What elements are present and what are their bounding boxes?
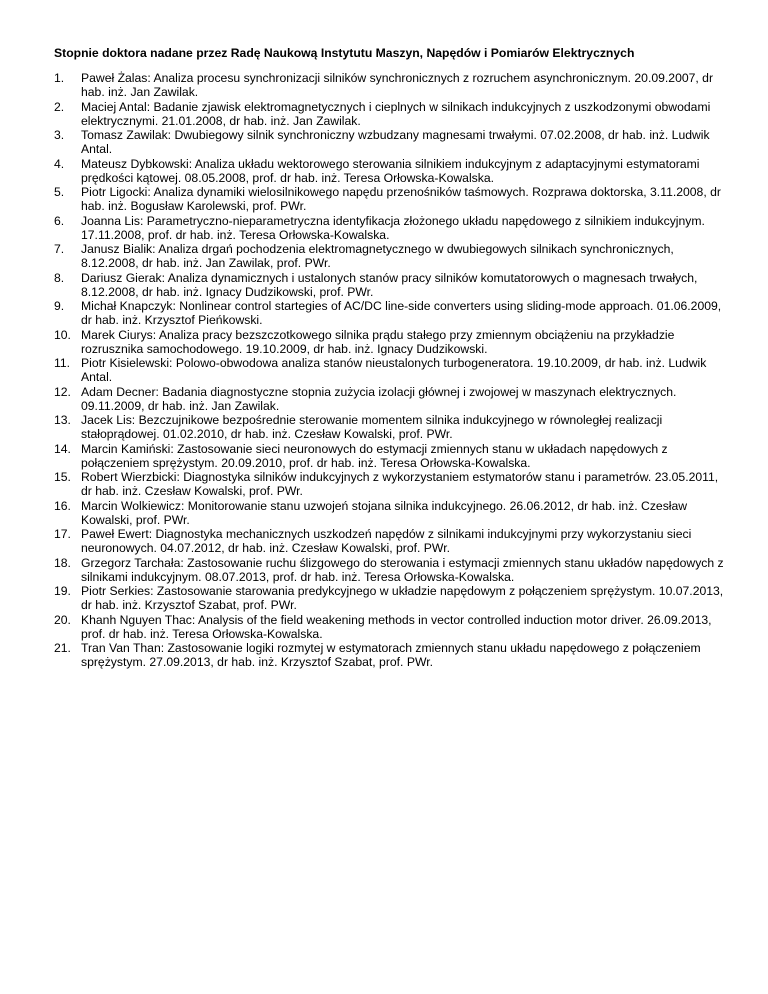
list-item-number: 8. bbox=[54, 270, 65, 285]
list-item-text: Mateusz Dybkowski: Analiza układu wektorowego sterowania silnikiem indukcyjnym z adaptacyjnymi estymatorami prędkości kątowej. 08.05.2008, prof. dr hab. inż. Teresa Orłowska-Kowalska. bbox=[81, 156, 700, 185]
list-item bbox=[54, 157, 724, 186]
list-item-text: Tomasz Zawilak: Dwubiegowy silnik synchroniczny wzbudzany magnesami trwałymi. 07.02.2008, dr hab. inż. Ludwik Antal. bbox=[81, 128, 710, 157]
list-item-text: Joanna Lis: Parametryczno-nieparametryczna identyfikacja złożonego układu napędowego z silnikiem indukcyjnym. 17.11.2008, prof. dr hab. inż. Teresa Orłowska-Kowalska. bbox=[81, 213, 705, 242]
list-item bbox=[54, 641, 724, 670]
list-item-text: Piotr Ligocki: Analiza dynamiki wielosilnikowego napędu przenośników taśmowych. Rozprawa doktorska, 3.11.2008, dr hab. inż. Bogusław Karolewski, prof. PWr. bbox=[81, 185, 721, 214]
list-item bbox=[54, 584, 724, 613]
list-item bbox=[54, 556, 724, 585]
list-item-number: 9. bbox=[54, 299, 65, 313]
list-item bbox=[54, 271, 724, 300]
list-item-text: Piotr Serkies: Zastosowanie starowania predykcyjnego w układzie napędowym z połączeniem sprężystym. 10.07.2013, dr hab. inż. Krzysztof Szabat, prof. PWr. bbox=[81, 584, 724, 613]
list-item-text: Khanh Nguyen Thac: Analysis of the field weakening methods in vector controlled induction motor driver. 26.09.2013, prof. dr hab. inż. Teresa Orłowska-Kowalska. bbox=[81, 612, 712, 641]
list-item bbox=[54, 214, 724, 243]
list-item-text: Marcin Kamiński: Zastosowanie sieci neuronowych do estymacji zmiennych stanu w układach napędowych z połączeniem sprężystym. 20.09.2010, prof. dr hab. inż. Teresa Orłowska-Kowalska. bbox=[81, 441, 668, 470]
list-item bbox=[54, 442, 724, 471]
list-item bbox=[54, 71, 724, 100]
list-item bbox=[54, 100, 724, 129]
list-item-number: 21. bbox=[54, 641, 71, 655]
list-item-text: Dariusz Gierak: Analiza dynamicznych i ustalonych stanów pracy silników komutatorowych o magnesach trwałych, 8.12.2008, dr hab. inż. Ignacy Dudzikowski, prof. PWr. bbox=[81, 270, 698, 299]
list-item-number: 17. bbox=[54, 527, 71, 541]
list-item-text: Paweł Żalas: Analiza procesu synchronizacji silników synchronicznych z rozruchem asynchronicznym. 20.09.2007, dr hab. inż. Jan Zawilak. bbox=[81, 71, 714, 100]
list-item-text: Jacek Lis: Bezczujnikowe bezpośrednie sterowanie momentem silnika indukcyjnego w równoległej realizacji stałoprądowej. 01.02.2010, dr hab. inż. Czesław Kowalski, prof. PWr. bbox=[81, 413, 663, 442]
list-item-number: 11. bbox=[54, 356, 71, 370]
list-item-number: 3. bbox=[54, 128, 65, 142]
list-item bbox=[54, 128, 724, 157]
list-item-number: 4. bbox=[54, 156, 65, 171]
list-item bbox=[54, 413, 724, 442]
list-item-number: 14. bbox=[54, 441, 71, 456]
list-item-number: 20. bbox=[54, 612, 71, 627]
list-item-number: 1. bbox=[54, 71, 65, 85]
list-item-number: 6. bbox=[54, 213, 65, 228]
list-item-number: 12. bbox=[54, 384, 71, 399]
list-item bbox=[54, 328, 724, 357]
list-item bbox=[54, 527, 724, 556]
list-item-number: 19. bbox=[54, 584, 71, 598]
list-item bbox=[54, 242, 724, 271]
list-item-number: 2. bbox=[54, 99, 65, 114]
list-item-number: 7. bbox=[54, 242, 65, 256]
list-item-number: 5. bbox=[54, 185, 65, 199]
list-item-text: Marek Ciurys: Analiza pracy bezszczotkowego silnika prądu stałego przy zmiennym obciążeniu na przykładzie rozrusznika samochodowego. 19.10.2009, dr hab. inż. Ignacy Dudzikowski. bbox=[81, 327, 675, 356]
doctorate-list bbox=[54, 71, 724, 670]
document-title: Stopnie doktora nadane przez Radę Naukową Instytutu Maszyn, Napędów i Pomiarów Elektrycznych bbox=[54, 46, 635, 60]
list-item-text: Janusz Bialik: Analiza drgań pochodzenia elektromagnetycznego w dwubiegowych silnikach synchronicznych, 8.12.2008, dr hab. inż. Jan Zawilak, prof. PWr. bbox=[81, 242, 674, 271]
list-item-number: 18. bbox=[54, 555, 71, 570]
list-item bbox=[54, 185, 724, 214]
list-item-text: Piotr Kisielewski: Polowo-obwodowa analiza stanów nieustalonych turbogeneratora. 19.10.2009, dr hab. inż. Ludwik Antal. bbox=[81, 356, 707, 385]
list-item-number: 16. bbox=[54, 498, 71, 513]
list-item bbox=[54, 385, 724, 414]
list-item bbox=[54, 470, 724, 499]
list-item-text: Robert Wierzbicki: Diagnostyka silników indukcyjnych z wykorzystaniem estymatorów stanu i parametrów. 23.05.2011, dr hab. inż. Czesław Kowalski, prof. PWr. bbox=[81, 470, 719, 499]
list-item bbox=[54, 499, 724, 528]
list-item-text: Maciej Antal: Badanie zjawisk elektromagnetycznych i cieplnych w silnikach indukcyjnych z uszkodzonymi obwodami elektrycznymi. 21.01.2008, dr hab. inż. Jan Zawilak. bbox=[81, 99, 711, 128]
list-item bbox=[54, 299, 724, 328]
list-item bbox=[54, 613, 724, 642]
list-item-number: 13. bbox=[54, 413, 71, 427]
list-item-text: Adam Decner: Badania diagnostyczne stopnia zużycia izolacji głównej i zwojowej w maszynach elektrycznych. 09.11.2009, dr hab. inż. Jan Zawilak. bbox=[81, 384, 677, 413]
list-item-text: Paweł Ewert: Diagnostyka mechanicznych uszkodzeń napędów z silnikami indukcyjnymi przy wykorzystaniu sieci neuronowych. 04.07.2012, dr hab. inż. Czesław Kowalski, prof. PWr. bbox=[81, 527, 692, 556]
list-item-text: Tran Van Than: Zastosowanie logiki rozmytej w estymatorach zmiennych stanu układu napędowego z połączeniem sprężystym. 27.09.2013, dr hab. inż. Krzysztof Szabat, prof. PWr. bbox=[81, 641, 701, 670]
list-item-text: Grzegorz Tarchała: Zastosowanie ruchu ślizgowego do sterowania i estymacji zmiennych stanu układów napędowych z silnikami indukcyjnym. 08.07.2013, prof. dr hab. inż. Teresa Orłowska-Kowalska. bbox=[81, 555, 724, 584]
list-item-text: Marcin Wolkiewicz: Monitorowanie stanu uzwojeń stojana silnika indukcyjnego. 26.06.2012, dr hab. inż. Czesław Kowalski, prof. PWr. bbox=[81, 498, 688, 527]
list-item-number: 15. bbox=[54, 470, 71, 484]
list-item-number: 10. bbox=[54, 327, 71, 342]
list-item bbox=[54, 356, 724, 385]
list-item-text: Michał Knapczyk: Nonlinear control startegies of AC/DC line-side converters using sliding-mode approach. 01.06.2009, dr hab. inż. Krzysztof Pieńkowski. bbox=[81, 299, 722, 328]
